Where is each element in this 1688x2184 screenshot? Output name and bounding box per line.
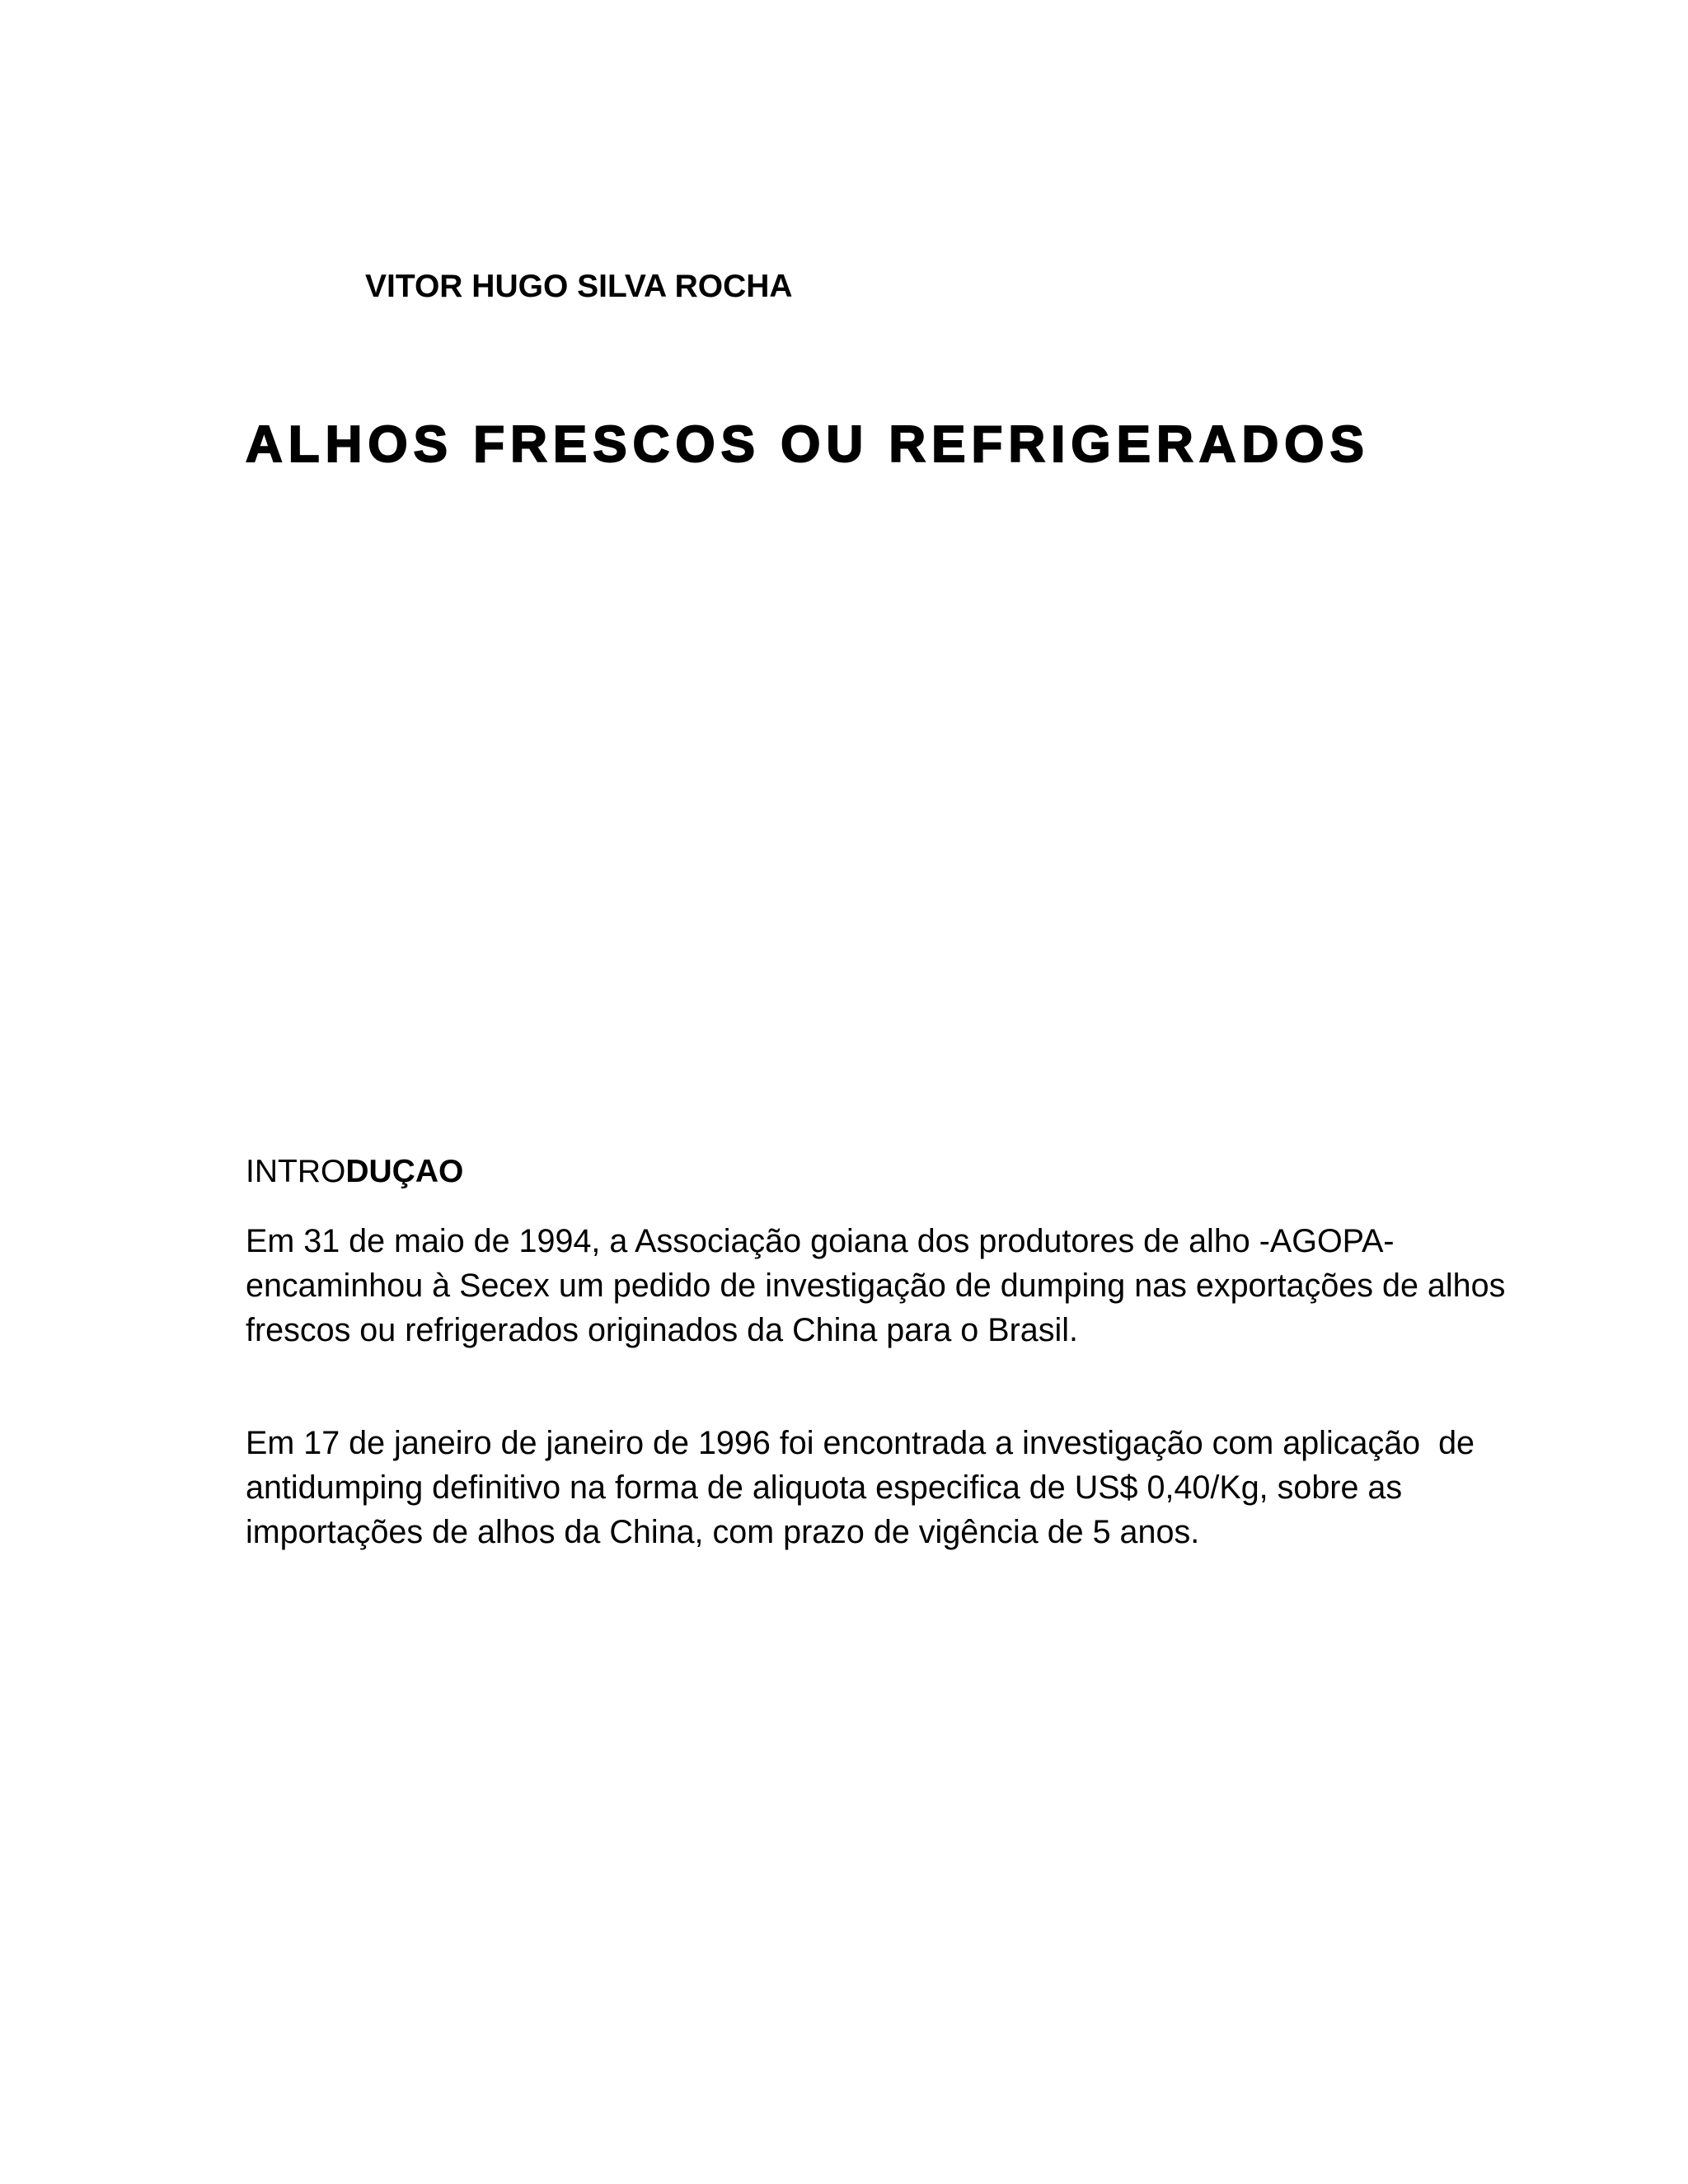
paragraph-2 [246, 1421, 1531, 1554]
paragraph-line: importações de alhos da China, com prazo de vigência de 5 anos. [246, 1514, 1200, 1550]
paragraph-line: Em 17 de janeiro de janeiro de 1996 foi encontrada a investigação com aplicação de [246, 1425, 1475, 1461]
paragraph-line: Em 31 de maio de 1994, a Associação goiana dos produtores de alho -AGOPA- [246, 1223, 1395, 1259]
section-heading-bold: DUÇAO [345, 1154, 464, 1189]
paragraph-line: encaminhou à Secex um pedido de investigação de dumping nas exportações de alhos [246, 1268, 1506, 1304]
paragraph-line: frescos ou refrigerados originados da China para o Brasil. [246, 1312, 1078, 1348]
paragraph-line: antidumping definitivo na forma de aliquota especifica de US$ 0,40/Kg, sobre as [246, 1469, 1403, 1506]
section-heading-normal: INTRO [246, 1154, 346, 1189]
paragraph-1 [246, 1219, 1531, 1352]
section-heading [246, 1152, 463, 1192]
author-name: VITOR HUGO SILVA ROCHA [365, 269, 793, 304]
document-title: ALHOS FRESCOS OU REFRIGERADOS [246, 416, 1370, 473]
